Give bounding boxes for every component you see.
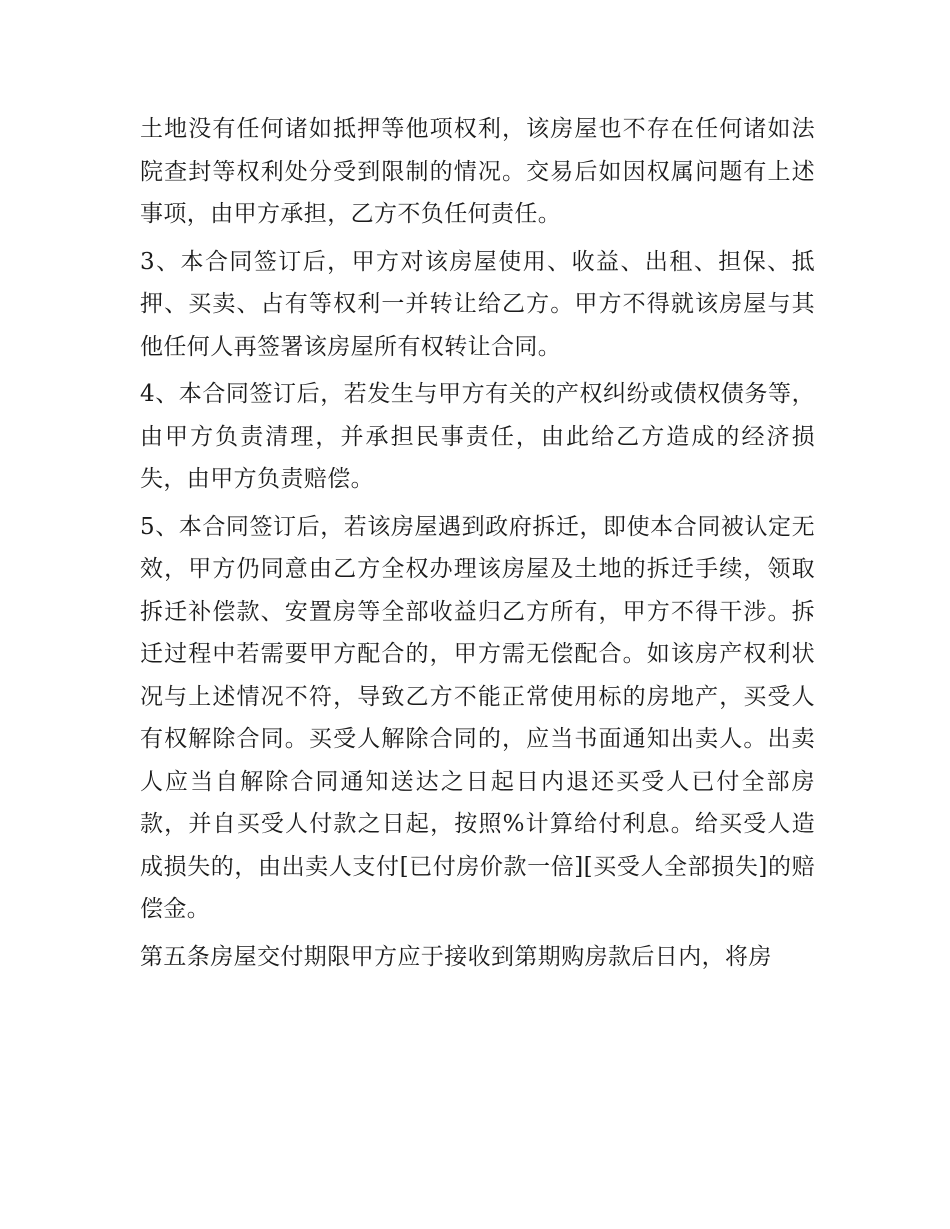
document-body xyxy=(140,108,815,983)
paragraph-article-5: 第五条房屋交付期限甲方应于接收到第期购房款后日内，将房 xyxy=(140,943,772,970)
paragraph-title-clause: 土地没有任何诸如抵押等他项权利，该房屋也不存在任何诸如法院查封等权利处分受到限制的情况。交易后如因权属问题有上述事项，由甲方承担，乙方不负任何责任。 xyxy=(140,116,815,227)
paragraph-clause-5: 5、本合同签订后，若该房屋遇到政府拆迁，即使本合同被认定无效，甲方仍同意由乙方全权办理该房屋及土地的拆迁手续，领取拆迁补偿款、安置房等全部收益归乙方所有，甲方不得干涉。拆迁过程中若需要甲方配合的，甲方需无偿配合。如该房产权利状况与上述情况不符，导致乙方不能正常使用标的房地产，买受人有权解除合同。买受人解除合同的，应当书面通知出卖人。出卖人应当自解除合同通知送达之日起日内退还买受人已付全部房款，并自买受人付款之日起，按照%计算给付利息。给买受人造成损失的，由出卖人支付[已付房价款一倍][买受人全部损失]的赔偿金。 xyxy=(140,513,815,922)
paragraph-clause-4: 4、本合同签订后，若发生与甲方有关的产权纠纷或债权债务等，由甲方负责清理，并承担民事责任，由此给乙方造成的经济损失，由甲方负责赔偿。 xyxy=(140,381,815,492)
paragraph-clause-3: 3、本合同签订后，甲方对该房屋使用、收益、出租、担保、抵押、买卖、占有等权利一并转让给乙方。甲方不得就该房屋与其他任何人再签署该房屋所有权转让合同。 xyxy=(140,248,815,360)
